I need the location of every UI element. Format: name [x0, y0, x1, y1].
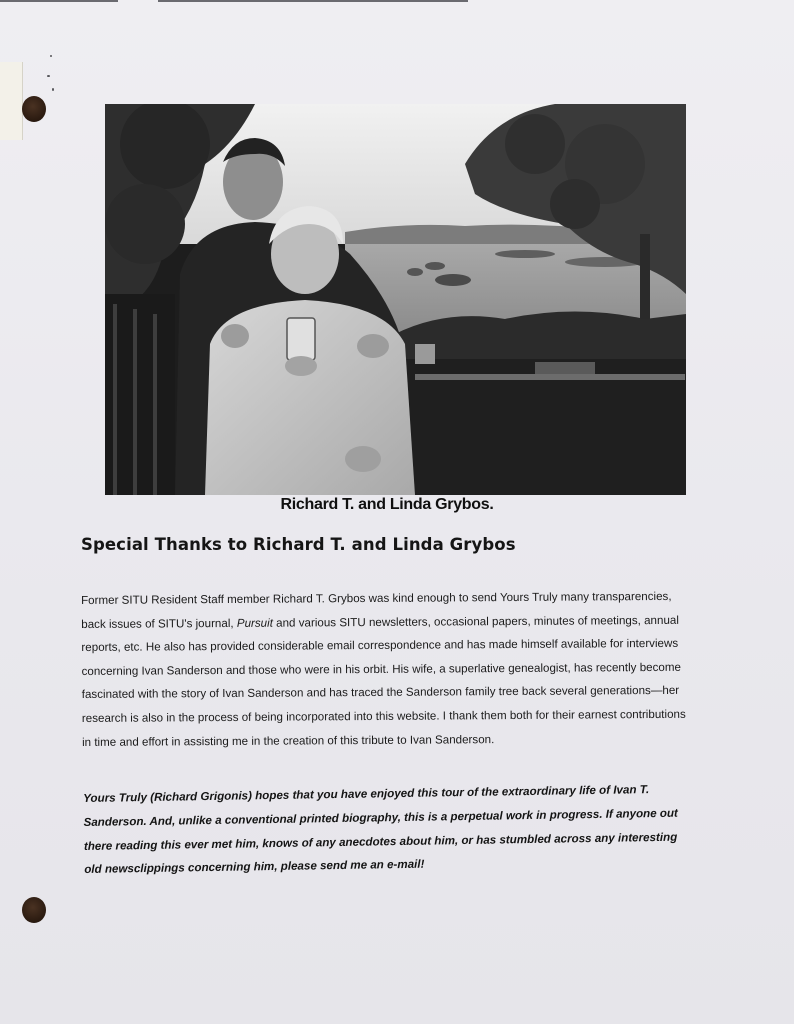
body-text-part: Former SITU Resident Staff member Richard T. Grybos was kind enough to send Yours Truly many transparencies, back issues of SITU's journal,: [81, 589, 672, 631]
section-heading: Special Thanks to Richard T. and Linda Grybos: [81, 535, 516, 554]
photo-caption: Richard T. and Linda Grybos.: [280, 496, 494, 513]
body-text-part: and various SITU newsletters, occasional papers, minutes of meetings, annual reports, etc. He also has provided considerable email correspondence and has made himself available for interviews concerning Ivan Sanderson and those who were in his orbit. His wife, a superlative genealogist, has recently become fascinated with the story of Ivan Sanderson and has traced the Sanderson family tree back several generations—her research is also in the process of being incorporated into this website. I thank them both for their earnest contributions in time and effort in assisting me in the creation of this tribute to Ivan Sanderson.: [81, 613, 686, 749]
scan-speck: [50, 55, 52, 57]
scan-speck: [47, 75, 50, 77]
punch-hole: [22, 96, 46, 122]
paper-tab: [0, 62, 23, 140]
scan-edge-line: [0, 0, 118, 2]
body-paragraph: [81, 585, 697, 754]
punch-hole: [22, 897, 46, 923]
couple-photo: [105, 104, 686, 495]
photo-of-couple-icon: [105, 104, 686, 495]
scan-speck: [52, 88, 54, 91]
closing-paragraph: Yours Truly (Richard Grigonis) hopes that you have enjoyed this tour of the extraordinary life of Ivan T. Sanderson. And, unlike a conventional printed biography, this is a perpetual work in progress. If anyone out there reading this ever met him, knows of any anecdotes about him, or has stumbled across any interesting old newsclippings concerning him, please send me an e-mail!: [83, 783, 678, 877]
journal-title: Pursuit: [236, 616, 273, 630]
scan-edge-line: [158, 0, 468, 2]
